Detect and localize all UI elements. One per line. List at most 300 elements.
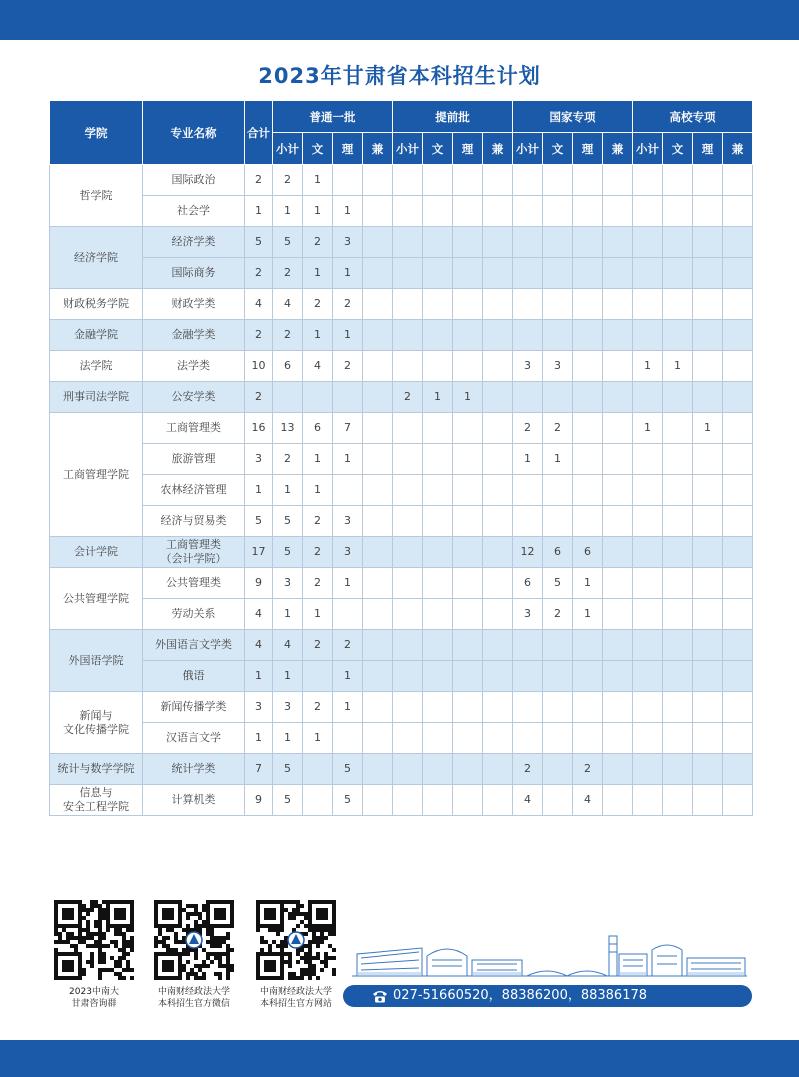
table-row	[50, 165, 753, 196]
quota-cell	[303, 785, 333, 816]
quota-cell	[363, 196, 393, 227]
quota-cell	[633, 537, 663, 568]
quota-cell	[453, 599, 483, 630]
quota-cell	[663, 568, 693, 599]
quota-cell: 2	[303, 289, 333, 320]
quota-cell	[633, 661, 663, 692]
college-name: 统计与数学学院	[50, 754, 143, 785]
header-group-national: 国家专项	[513, 101, 633, 133]
quota-cell	[363, 537, 393, 568]
quota-cell	[723, 227, 753, 258]
table-row	[50, 351, 753, 382]
quota-cell	[663, 289, 693, 320]
quota-cell: 5	[543, 568, 573, 599]
enrollment-plan-table	[49, 100, 753, 816]
major-name: 汉语言文学	[143, 723, 245, 754]
quota-cell	[633, 444, 663, 475]
quota-cell: 4	[303, 351, 333, 382]
total-cell: 3	[245, 444, 273, 475]
quota-cell	[603, 351, 633, 382]
table-row	[50, 661, 753, 692]
telephone-icon	[371, 987, 389, 1005]
quota-cell	[723, 568, 753, 599]
quota-cell	[483, 196, 513, 227]
college-name: 会计学院	[50, 537, 143, 568]
quota-cell	[663, 599, 693, 630]
total-cell: 10	[245, 351, 273, 382]
quota-cell	[393, 351, 423, 382]
sub-header-either: 兼	[723, 133, 753, 165]
quota-cell	[723, 413, 753, 444]
quota-cell	[543, 723, 573, 754]
quota-cell	[633, 630, 663, 661]
table-row	[50, 568, 753, 599]
quota-cell	[363, 289, 393, 320]
quota-cell	[513, 227, 543, 258]
quota-cell	[483, 413, 513, 444]
quota-cell	[573, 506, 603, 537]
quota-cell	[663, 165, 693, 196]
quota-cell	[573, 444, 603, 475]
quota-cell	[363, 692, 393, 723]
quota-cell: 1	[303, 599, 333, 630]
quota-cell	[693, 785, 723, 816]
table-row	[50, 630, 753, 661]
table-row	[50, 692, 753, 723]
quota-cell	[393, 661, 423, 692]
quota-cell	[663, 413, 693, 444]
quota-cell	[513, 506, 543, 537]
quota-cell: 12	[513, 537, 543, 568]
quota-cell: 5	[273, 537, 303, 568]
college-name: 法学院	[50, 351, 143, 382]
quota-cell	[693, 351, 723, 382]
college-name: 公共管理学院	[50, 568, 143, 630]
quota-cell	[603, 258, 633, 289]
quota-cell	[363, 661, 393, 692]
quota-cell: 3	[333, 506, 363, 537]
total-cell: 5	[245, 506, 273, 537]
major-name: 计算机类	[143, 785, 245, 816]
quota-cell	[513, 196, 543, 227]
table-row	[50, 599, 753, 630]
quota-cell	[663, 723, 693, 754]
quota-cell	[483, 661, 513, 692]
quota-cell	[513, 475, 543, 506]
quota-cell	[723, 754, 753, 785]
hotline-bar	[343, 985, 752, 1007]
quota-cell: 1	[273, 599, 303, 630]
sub-header-science: 理	[453, 133, 483, 165]
quota-cell: 1	[333, 258, 363, 289]
quota-cell	[573, 289, 603, 320]
quota-cell	[513, 630, 543, 661]
quota-cell	[693, 320, 723, 351]
quota-cell	[573, 196, 603, 227]
quota-cell: 1	[303, 196, 333, 227]
quota-cell: 2	[513, 413, 543, 444]
quota-cell	[393, 165, 423, 196]
quota-cell	[333, 723, 363, 754]
quota-cell: 1	[303, 258, 333, 289]
quota-cell	[543, 320, 573, 351]
table-row	[50, 537, 753, 568]
quota-cell	[483, 506, 513, 537]
quota-cell	[483, 630, 513, 661]
quota-cell	[723, 723, 753, 754]
quota-cell	[423, 165, 453, 196]
sub-header-subtotal: 小计	[633, 133, 663, 165]
quota-cell	[363, 382, 393, 413]
quota-cell: 4	[573, 785, 603, 816]
quota-cell	[633, 506, 663, 537]
quota-cell	[723, 661, 753, 692]
quota-cell: 1	[453, 382, 483, 413]
quota-cell	[393, 630, 423, 661]
quota-cell: 6	[303, 413, 333, 444]
college-name: 哲学院	[50, 165, 143, 227]
quota-cell	[723, 537, 753, 568]
college-name: 外国语学院	[50, 630, 143, 692]
quota-cell: 1	[573, 599, 603, 630]
total-cell: 9	[245, 568, 273, 599]
table-row	[50, 754, 753, 785]
total-cell: 4	[245, 630, 273, 661]
quota-cell	[393, 320, 423, 351]
quota-cell	[273, 382, 303, 413]
quota-cell	[543, 165, 573, 196]
quota-cell	[513, 723, 543, 754]
sub-header-either: 兼	[363, 133, 393, 165]
quota-cell	[423, 196, 453, 227]
quota-cell	[663, 754, 693, 785]
quota-cell	[633, 723, 663, 754]
header-group-university: 高校专项	[633, 101, 753, 133]
quota-cell	[723, 382, 753, 413]
quota-cell	[633, 382, 663, 413]
quota-cell: 2	[513, 754, 543, 785]
quota-cell	[603, 227, 633, 258]
quota-cell: 2	[303, 568, 333, 599]
quota-cell	[453, 475, 483, 506]
quota-cell	[663, 196, 693, 227]
quota-cell	[423, 754, 453, 785]
quota-cell: 2	[333, 351, 363, 382]
quota-cell	[453, 289, 483, 320]
quota-cell	[423, 537, 453, 568]
quota-cell	[603, 754, 633, 785]
header-group-regular: 普通一批	[273, 101, 393, 133]
quota-cell	[423, 258, 453, 289]
quota-cell	[423, 227, 453, 258]
quota-cell	[453, 258, 483, 289]
quota-cell	[483, 537, 513, 568]
major-name: 经济学类	[143, 227, 245, 258]
college-name: 工商管理学院	[50, 413, 143, 537]
quota-cell: 5	[273, 227, 303, 258]
quota-cell	[393, 444, 423, 475]
quota-cell	[633, 165, 663, 196]
total-cell: 17	[245, 537, 273, 568]
quota-cell	[693, 289, 723, 320]
quota-cell: 5	[273, 754, 303, 785]
quota-cell: 2	[573, 754, 603, 785]
quota-cell	[423, 785, 453, 816]
total-cell: 2	[245, 165, 273, 196]
quota-cell: 13	[273, 413, 303, 444]
college-name: 信息与 安全工程学院	[50, 785, 143, 816]
quota-cell	[573, 165, 603, 196]
quota-cell	[363, 165, 393, 196]
quota-cell	[393, 227, 423, 258]
quota-cell	[483, 444, 513, 475]
sub-header-science: 理	[573, 133, 603, 165]
quota-cell: 1	[633, 413, 663, 444]
quota-cell: 5	[273, 506, 303, 537]
quota-cell	[363, 506, 393, 537]
quota-cell	[693, 444, 723, 475]
quota-cell	[693, 661, 723, 692]
quota-cell: 1	[513, 444, 543, 475]
quota-cell	[453, 413, 483, 444]
quota-cell	[363, 227, 393, 258]
quota-cell	[483, 320, 513, 351]
quota-cell	[723, 599, 753, 630]
quota-cell	[723, 506, 753, 537]
quota-cell	[423, 630, 453, 661]
quota-cell	[513, 165, 543, 196]
quota-cell	[723, 785, 753, 816]
total-cell: 2	[245, 382, 273, 413]
quota-cell	[663, 630, 693, 661]
quota-cell	[423, 661, 453, 692]
table-row	[50, 320, 753, 351]
total-cell: 1	[245, 196, 273, 227]
quota-cell	[483, 692, 513, 723]
quota-cell	[723, 475, 753, 506]
quota-cell: 1	[303, 320, 333, 351]
quota-cell	[633, 196, 663, 227]
table-row	[50, 413, 753, 444]
quota-cell	[423, 289, 453, 320]
quota-cell	[453, 754, 483, 785]
quota-cell	[363, 599, 393, 630]
major-name: 国际政治	[143, 165, 245, 196]
table-row	[50, 196, 753, 227]
quota-cell: 3	[513, 351, 543, 382]
quota-cell: 1	[693, 413, 723, 444]
quota-cell: 2	[333, 630, 363, 661]
quota-cell	[363, 630, 393, 661]
major-name: 统计学类	[143, 754, 245, 785]
quota-cell	[633, 692, 663, 723]
quota-cell: 1	[333, 568, 363, 599]
quota-cell: 2	[273, 320, 303, 351]
quota-cell: 3	[513, 599, 543, 630]
quota-cell	[453, 196, 483, 227]
quota-cell	[393, 258, 423, 289]
quota-cell: 1	[303, 475, 333, 506]
quota-cell	[693, 723, 723, 754]
major-name: 劳动关系	[143, 599, 245, 630]
quota-cell	[543, 506, 573, 537]
quota-cell: 3	[543, 351, 573, 382]
header-college: 学院	[50, 101, 143, 165]
quota-cell: 2	[543, 599, 573, 630]
quota-cell	[393, 723, 423, 754]
quota-cell	[453, 320, 483, 351]
major-name: 国际商务	[143, 258, 245, 289]
quota-cell: 7	[333, 413, 363, 444]
quota-cell	[633, 785, 663, 816]
quota-cell	[483, 475, 513, 506]
quota-cell	[693, 599, 723, 630]
quota-cell	[513, 258, 543, 289]
quota-cell: 1	[663, 351, 693, 382]
quota-cell	[693, 537, 723, 568]
major-name: 工商管理类	[143, 413, 245, 444]
quota-cell: 4	[273, 630, 303, 661]
college-name: 财政税务学院	[50, 289, 143, 320]
quota-cell: 3	[273, 692, 303, 723]
quota-cell	[543, 692, 573, 723]
quota-cell	[573, 351, 603, 382]
quota-cell	[723, 692, 753, 723]
quota-cell	[603, 382, 633, 413]
quota-cell	[663, 661, 693, 692]
quota-cell	[633, 568, 663, 599]
quota-cell	[633, 320, 663, 351]
table-body	[50, 165, 753, 816]
quota-cell	[693, 258, 723, 289]
quota-cell: 2	[543, 413, 573, 444]
quota-cell	[543, 754, 573, 785]
total-cell: 1	[245, 661, 273, 692]
quota-cell	[543, 661, 573, 692]
quota-cell	[423, 475, 453, 506]
quota-cell: 2	[393, 382, 423, 413]
quota-cell: 6	[573, 537, 603, 568]
total-cell: 1	[245, 723, 273, 754]
quota-cell: 5	[273, 785, 303, 816]
quota-cell	[723, 196, 753, 227]
quota-cell	[663, 320, 693, 351]
college-name: 经济学院	[50, 227, 143, 289]
quota-cell	[363, 723, 393, 754]
quota-cell	[483, 568, 513, 599]
quota-cell	[603, 475, 633, 506]
quota-cell	[513, 289, 543, 320]
major-name: 公共管理类	[143, 568, 245, 599]
college-name: 金融学院	[50, 320, 143, 351]
quota-cell	[513, 661, 543, 692]
quota-cell: 1	[273, 196, 303, 227]
quota-cell	[453, 630, 483, 661]
quota-cell	[483, 785, 513, 816]
sub-header-subtotal: 小计	[513, 133, 543, 165]
quota-cell	[363, 785, 393, 816]
quota-cell	[393, 289, 423, 320]
major-name: 法学类	[143, 351, 245, 382]
table-row	[50, 289, 753, 320]
major-name: 新闻传播学类	[143, 692, 245, 723]
quota-cell	[363, 413, 393, 444]
major-name: 公安学类	[143, 382, 245, 413]
quota-cell	[543, 227, 573, 258]
quota-cell	[393, 413, 423, 444]
quota-cell	[573, 382, 603, 413]
hotline-numbers: 027-51660520，88386200，88386178	[393, 988, 648, 1003]
quota-cell	[633, 258, 663, 289]
quota-cell	[633, 289, 663, 320]
quota-cell	[363, 351, 393, 382]
quota-cell	[333, 475, 363, 506]
quota-cell: 1	[573, 568, 603, 599]
header-group-early: 提前批	[393, 101, 513, 133]
quota-cell: 1	[273, 723, 303, 754]
quota-cell	[543, 475, 573, 506]
quota-cell	[723, 630, 753, 661]
quota-cell: 6	[513, 568, 543, 599]
quota-cell	[603, 661, 633, 692]
quota-cell	[303, 754, 333, 785]
sub-header-arts: 文	[543, 133, 573, 165]
quota-cell: 4	[513, 785, 543, 816]
quota-cell: 4	[273, 289, 303, 320]
quota-cell	[333, 599, 363, 630]
quota-cell	[663, 785, 693, 816]
quota-cell	[393, 196, 423, 227]
quota-cell	[663, 692, 693, 723]
quota-cell	[303, 382, 333, 413]
qr-code-icon	[256, 900, 336, 980]
quota-cell	[453, 506, 483, 537]
quota-cell	[423, 320, 453, 351]
quota-cell: 2	[303, 630, 333, 661]
quota-cell: 1	[333, 444, 363, 475]
quota-cell	[453, 568, 483, 599]
quota-cell	[453, 661, 483, 692]
table-row	[50, 785, 753, 816]
quota-cell: 2	[273, 258, 303, 289]
quota-cell	[483, 754, 513, 785]
page-title: 2023年甘肃省本科招生计划	[258, 64, 541, 88]
quota-cell	[453, 537, 483, 568]
quota-cell	[393, 692, 423, 723]
total-cell: 2	[245, 320, 273, 351]
quota-cell: 3	[333, 227, 363, 258]
quota-cell	[633, 599, 663, 630]
sub-header-subtotal: 小计	[393, 133, 423, 165]
quota-cell	[603, 630, 633, 661]
quota-cell: 1	[333, 196, 363, 227]
quota-cell	[723, 165, 753, 196]
quota-cell	[543, 289, 573, 320]
quota-cell	[663, 227, 693, 258]
quota-cell	[483, 165, 513, 196]
major-name: 财政学类	[143, 289, 245, 320]
quota-cell: 2	[333, 289, 363, 320]
quota-cell	[423, 568, 453, 599]
total-cell: 4	[245, 289, 273, 320]
quota-cell	[513, 320, 543, 351]
quota-cell	[603, 785, 633, 816]
college-name: 新闻与 文化传播学院	[50, 692, 143, 754]
quota-cell	[633, 227, 663, 258]
quota-cell: 2	[303, 506, 333, 537]
quota-cell	[723, 320, 753, 351]
quota-cell: 2	[303, 692, 333, 723]
